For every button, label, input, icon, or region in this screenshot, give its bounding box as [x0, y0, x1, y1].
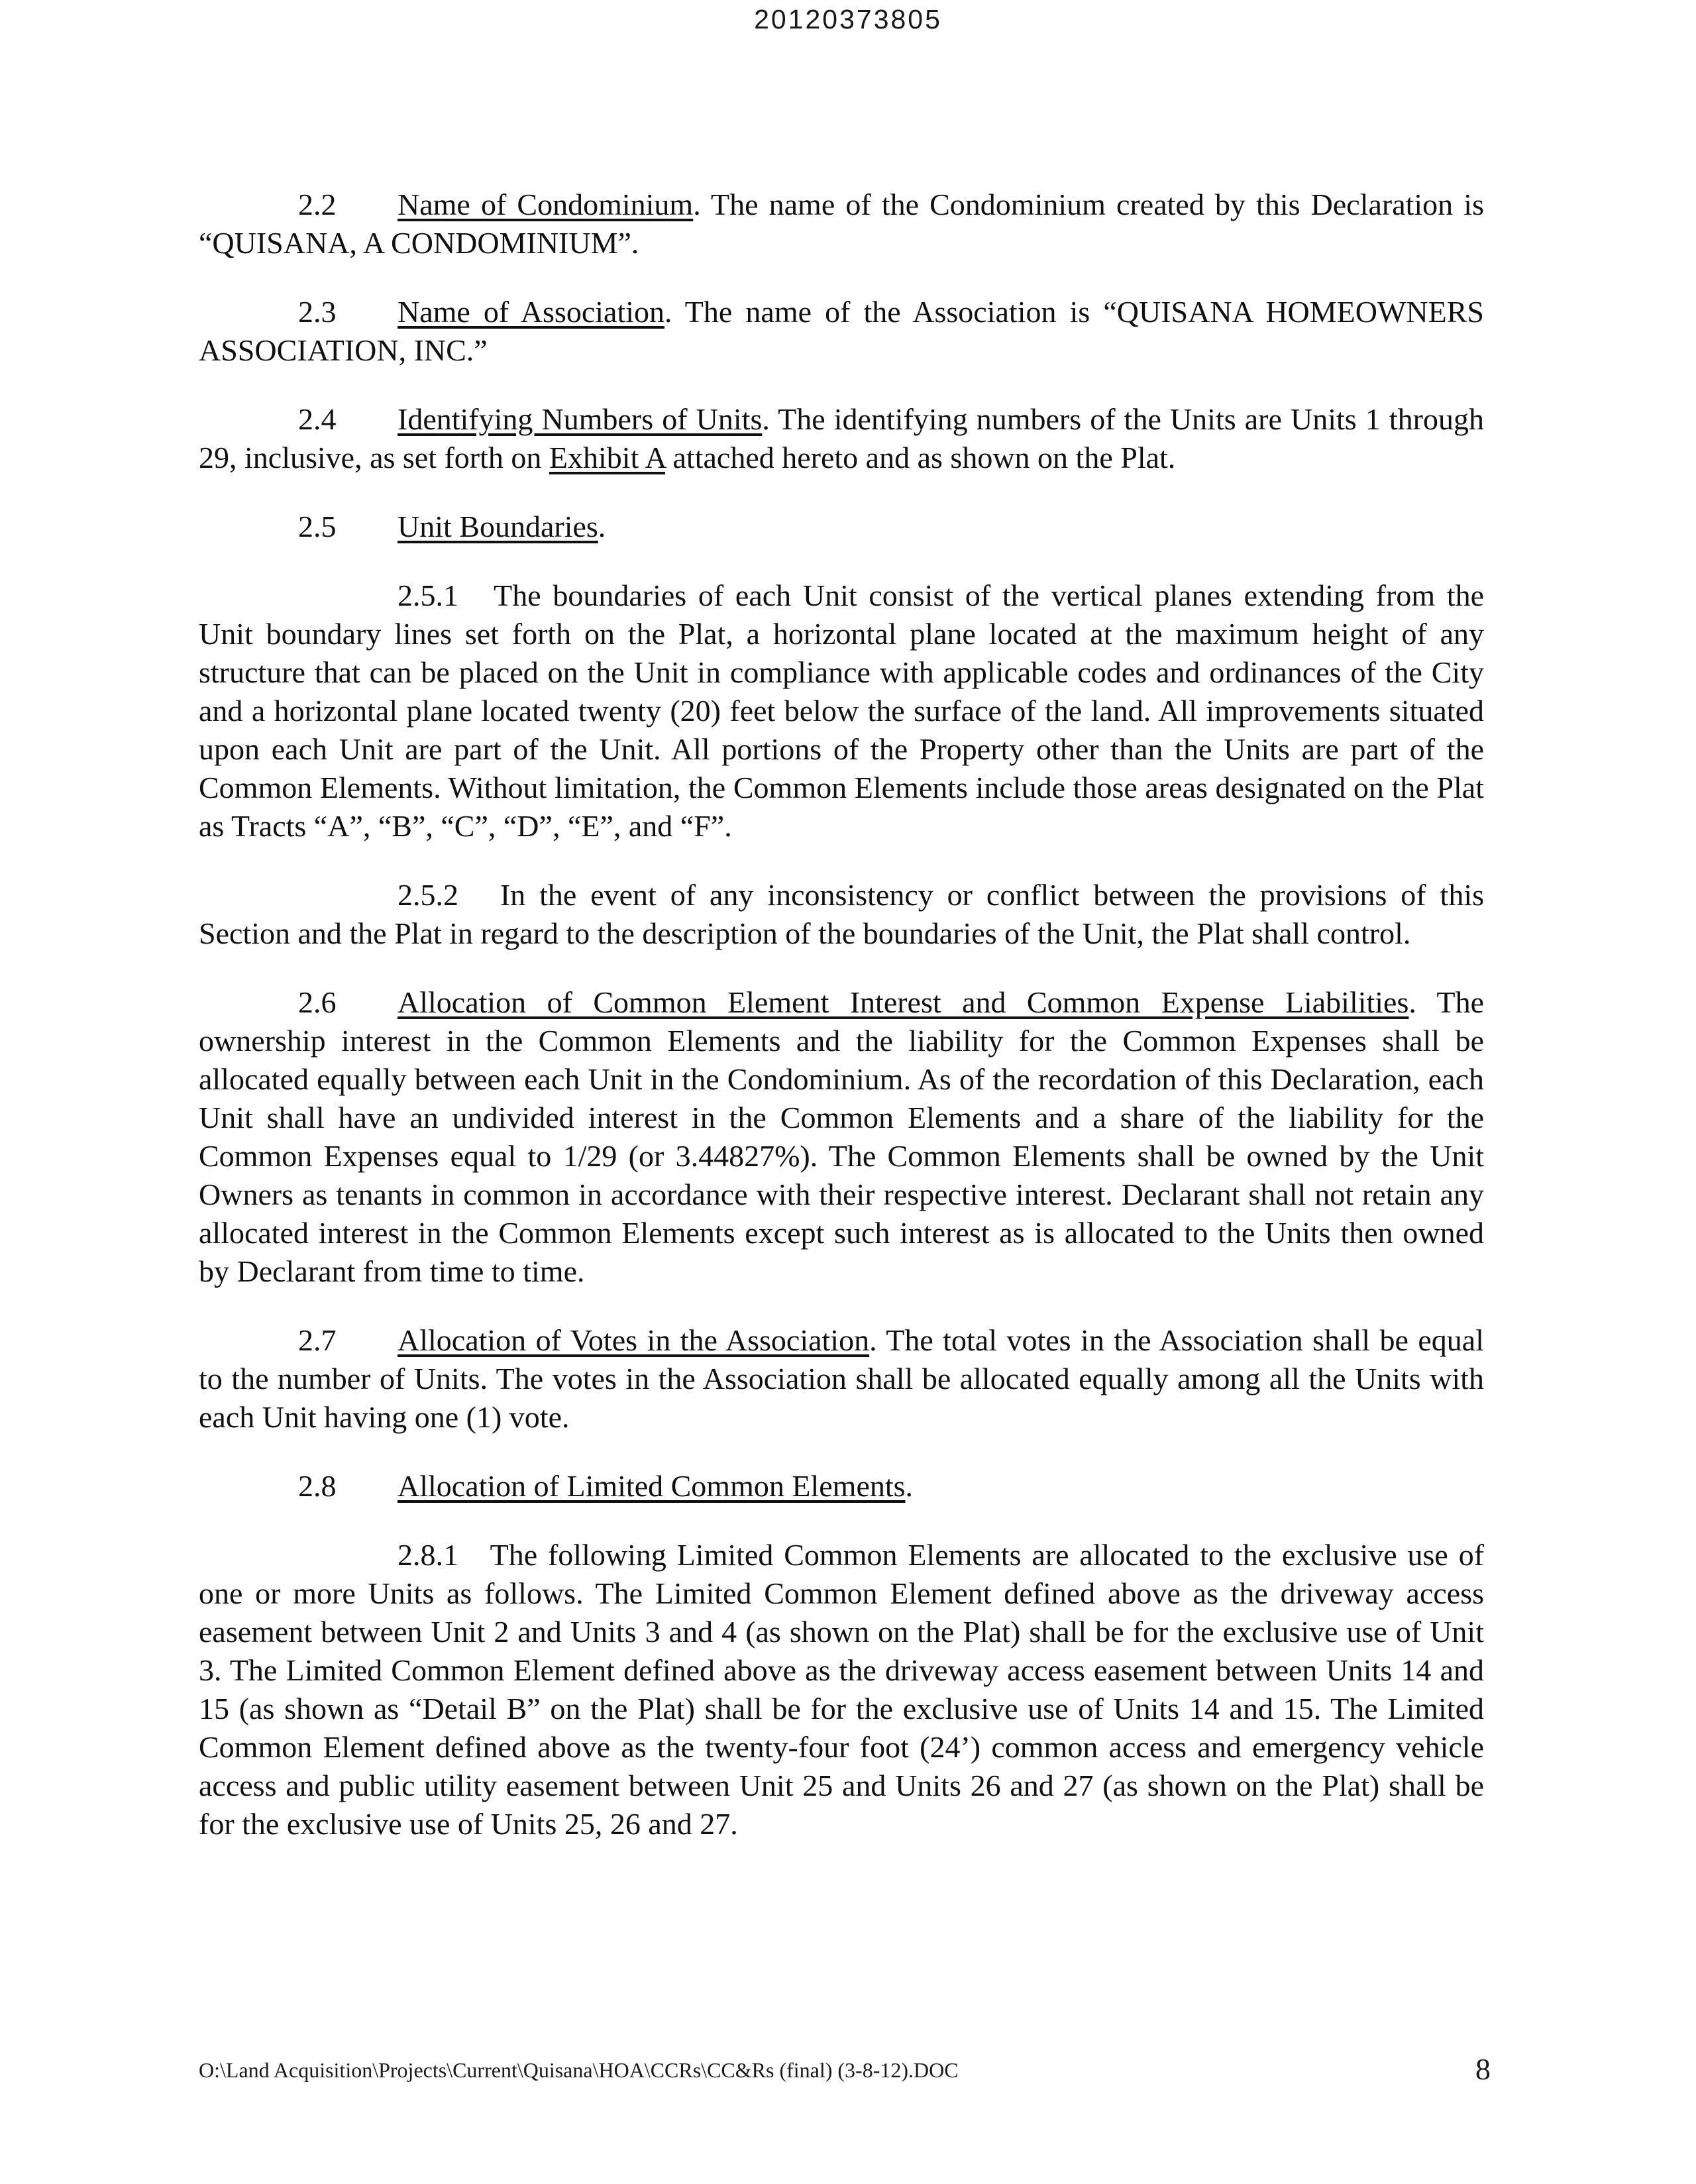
section-2-5-1 [199, 576, 1484, 846]
section-text: The following Limited Common Elements are allocated to the exclusive use of one or more Units as follows. The Limited Common Element defined above as the driveway access easement between Unit 2 and Units 3 and 4 (as shown on the Plat) shall be for the exclusive use of Unit 3. The Limited Common Element defined above as the driveway access easement between Units 14 and 15 (as shown as “Detail B” on the Plat) shall be for the exclusive use of Units 14 and 15. The Limited Common Element defined above as the twenty-four foot (24’) common access and emergency vehicle access and public utility easement between Unit 25 and Units 26 and 27 (as shown on the Plat) shall be for the exclusive use of Units 25, 26 and 27. [199, 1538, 1485, 1841]
recording-number: 20120373805 [754, 4, 942, 34]
section-heading: Identifying Numbers of Units [398, 402, 763, 436]
section-number: 2.6 [298, 985, 337, 1019]
page-number: 8 [1475, 2052, 1491, 2086]
section-number: 2.3 [298, 295, 337, 329]
section-text: . The name of the Association is “QUISANA HOMEOWNERS ASSOCIATION, INC.” [199, 295, 1484, 367]
section-text: attached hereto and as shown on the Plat. [665, 441, 1176, 474]
section-2-6 [199, 983, 1484, 1291]
section-text: . The total votes in the Association shall be equal to the number of Units. The votes in the Association shall be allocated equally among all the Units with each Unit having one (1) vote. [199, 1323, 1485, 1434]
section-2-7 [199, 1321, 1484, 1437]
section-number: 2.2 [298, 188, 337, 221]
section-number: 2.5 [298, 510, 337, 543]
section-number: 2.4 [298, 402, 337, 436]
section-2-8-1 [199, 1536, 1484, 1843]
exhibit-reference: Exhibit A [549, 441, 666, 474]
section-2-5-2 [199, 876, 1484, 953]
section-heading: Allocation of Votes in the Association [398, 1323, 870, 1357]
section-2-8 [199, 1467, 1484, 1505]
section-heading: Allocation of Limited Common Elements [398, 1469, 906, 1503]
section-heading: Name of Condominium [398, 188, 694, 221]
document-body [199, 186, 1484, 1874]
section-2-5 [199, 508, 1484, 546]
section-number: 2.5.2 [398, 878, 458, 912]
section-number: 2.8 [298, 1469, 337, 1503]
section-heading: Name of Association [398, 295, 665, 329]
section-2-2 [199, 186, 1484, 262]
section-number: 2.7 [298, 1323, 337, 1357]
section-number: 2.5.1 [398, 578, 458, 612]
section-2-3 [199, 293, 1484, 370]
section-text: In the event of any inconsistency or conflict between the provisions of this Section and the Plat in regard to the description of the boundaries of the Unit, the Plat shall control. [199, 878, 1485, 950]
section-text: The boundaries of each Unit consist of the vertical planes extending from the Unit boundary lines set forth on the Plat, a horizontal plane located at the maximum height of any structure that can be placed on the Unit in compliance with applicable codes and ordinances of the City and a horizontal plane located twenty (20) feet below the surface of the land. All improvements situated upon each Unit are part of the Unit. All portions of the Property other than the Units are part of the Common Elements. Without limitation, the Common Elements include those areas designated on the Plat as Tracts “A”, “B”, “C”, “D”, “E”, and “F”. [199, 578, 1485, 843]
section-heading: Allocation of Common Element Interest and Common Expense Liabilities [398, 985, 1409, 1019]
section-heading: Unit Boundaries [398, 510, 598, 543]
section-text: . The identifying numbers of the Units are Units 1 through 29, inclusive, as set forth on [199, 402, 1485, 474]
section-2-4 [199, 400, 1484, 477]
section-text: . The ownership interest in the Common Elements and the liability for the Common Expenses shall be allocated equally between each Unit in the Condominium. As of the recordation of this Declaration, each Unit shall have an undivided interest in the Common Elements and a share of the liability for the Common Expenses equal to 1/29 (or 3.44827%). The Common Elements shall be owned by the Unit Owners as tenants in common in accordance with their respective interest. Declarant shall not retain any allocated interest in the Common Elements except such interest as is allocated to the Units then owned by Declarant from time to time. [199, 985, 1485, 1288]
section-number: 2.8.1 [398, 1538, 458, 1572]
section-text: . [905, 1469, 914, 1503]
section-text: . The name of the Condominium created by this Declaration is “QUISANA, A CONDOMINIUM”. [199, 188, 1484, 260]
footer-file-path: O:\Land Acquisition\Projects\Current\Quisana\HOA\CCRs\CC&Rs (final) (3-8-12).DOC [199, 2058, 959, 2082]
section-text: . [598, 510, 606, 543]
